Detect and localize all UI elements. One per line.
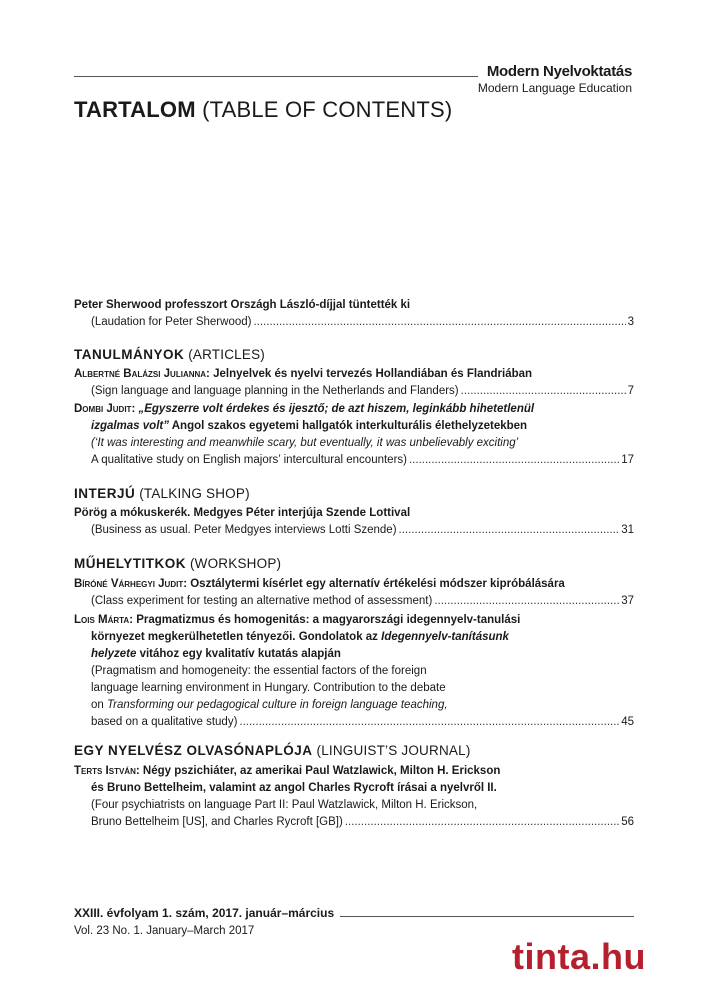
- tinta-watermark: tinta.hu: [512, 936, 646, 977]
- journal-name-hu: Modern Nyelvoktatás: [486, 63, 632, 80]
- footer-rule: [340, 916, 634, 917]
- section-heading-workshop: MŰHELYTITKOK (WORKSHOP): [74, 556, 282, 571]
- page-number: 3: [627, 316, 634, 328]
- page-number: 56: [621, 816, 634, 828]
- toc-entry[interactable]: Dombi Judit: „Egyszerre volt érdekes és ijesztő; de azt hiszem, leginkább hihetetlenül izgalmas volt” Angol szakos egyetemi hallgatók interkulturális élethelyzetekben (‘It was interesting and meanwhile scary, but eventually, it was unbelievably exciting’ A qualitative study on English majors’ intercultural encounters) ..... 17: [74, 401, 634, 469]
- page-number: 45: [621, 716, 634, 728]
- toc-entry[interactable]: Pörög a mókuskerék. Medgyes Péter interjúja Szende Lottival (Business as usual. Peter Medgyes interviews Lotti Szende) ..... 31: [74, 505, 634, 539]
- page-number: 31: [621, 524, 634, 536]
- journal-name-en: Modern Language Education: [477, 81, 632, 95]
- toc-entry[interactable]: Albertné Balázsi Julianna: Jelnyelvek és nyelvi tervezés Hollandiában és Flandriában (Sign language and language planning in the Netherlands and Flanders) ..... 7: [74, 366, 634, 400]
- section-heading-linguists-journal: EGY NYELVÉSZ OLVASÓNAPLÓJA (LINGUIST’S JOURNAL): [74, 743, 471, 758]
- toc-entry-laudation[interactable]: Peter Sherwood professzort Országh László-díjjal tüntették ki (Laudation for Peter Sherwood) ..... 3: [74, 297, 634, 331]
- toc-entry[interactable]: Bíróné Várhegyi Judit: Osztálytermi kísérlet egy alternatív értékelési módszer kipróbálására (Class experiment for testing an alternative method of assessment) ..... 37: [74, 576, 634, 610]
- page-number: 37: [621, 595, 634, 607]
- page-number: 7: [627, 385, 634, 397]
- page-number: 17: [621, 454, 634, 466]
- header-rule: [74, 76, 478, 77]
- section-heading-articles: TANULMÁNYOK (ARTICLES): [74, 347, 265, 362]
- issue-info-en: Vol. 23 No. 1. January–March 2017: [74, 925, 255, 937]
- toc-entry[interactable]: Lois Márta: Pragmatizmus és homogenitás: a magyarországi idegennyelv-tanulási környezet megkerülhetetlen tényezői. Gondolatok az Idegennyelv-tanításunk helyzete vitához egy kvalitatív kutatás alapján (Pragmatism and homogeneity: the essential factors of the foreign language learning environment in Hungary. Contribution to the debate on Transforming our pedagogical culture in foreign language teaching, based on a qualitative study) ..... 45: [74, 612, 634, 731]
- section-heading-interview: INTERJÚ (TALKING SHOP): [74, 486, 250, 501]
- issue-info-hu: XXIII. évfolyam 1. szám, 2017. január–március: [74, 906, 335, 920]
- page-title: TARTALOM (TABLE OF CONTENTS): [74, 97, 453, 122]
- toc-entry[interactable]: Terts István: Négy pszichiáter, az amerikai Paul Watzlawick, Milton H. Erickson és Bruno Bettelheim, valamint az angol Charles Rycroft írásai a nyelvről II. (Four psychiatrists on language Part II: Paul Watzlawick, Milton H. Erickson, Bruno Bettelheim [US], and Charles Rycroft [GB]) ..... 56: [74, 763, 634, 831]
